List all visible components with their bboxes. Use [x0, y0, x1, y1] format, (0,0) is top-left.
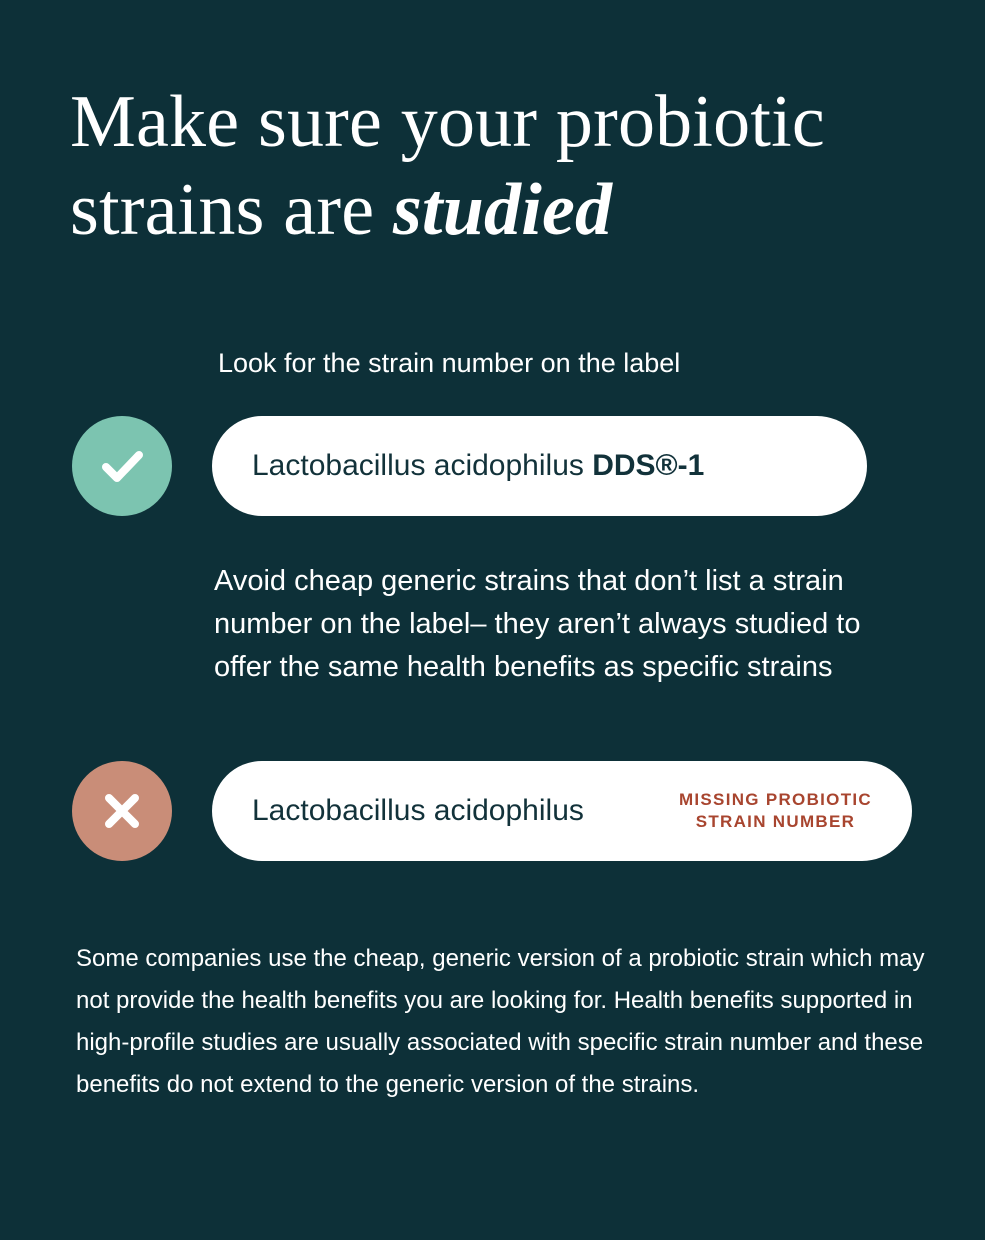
missing-note-line-2: STRAIN NUMBER [695, 812, 856, 831]
checkmark-icon [72, 416, 172, 516]
sub-label: Look for the strain number on the label [218, 348, 681, 378]
headline-emphasis: studied [392, 169, 613, 251]
headline-line-1: Make sure your probiotic [70, 81, 825, 163]
bad-example-row [72, 761, 912, 861]
headline-line-2-prefix: strains are [70, 169, 393, 251]
bad-strain-name: Lactobacillus acidophilus [252, 794, 584, 827]
footer-paragraph: Some companies use the cheap, generic version of a probiotic strain which may not provide the health benefits you are looking for. Health benefits supported in high-profile studies are usually associated with specific strain number and these benefits do not extend to the generic version of the strains. [76, 945, 925, 1098]
mid-paragraph: Avoid cheap generic strains that don’t list a strain number on the label– they aren’t always studied to offer the same health benefits as specific strains [214, 565, 861, 683]
page-title [70, 78, 930, 254]
good-strain-code: DDS®-1 [592, 449, 705, 482]
good-example-row [72, 416, 867, 516]
cross-icon [72, 761, 172, 861]
good-strain-pill [212, 416, 867, 516]
missing-strain-number-note [679, 789, 872, 833]
bad-strain-pill [212, 761, 912, 861]
good-strain-name: Lactobacillus acidophilus [252, 449, 593, 482]
good-strain-text [252, 449, 704, 483]
missing-note-line-1: MISSING PROBIOTIC [678, 790, 872, 809]
